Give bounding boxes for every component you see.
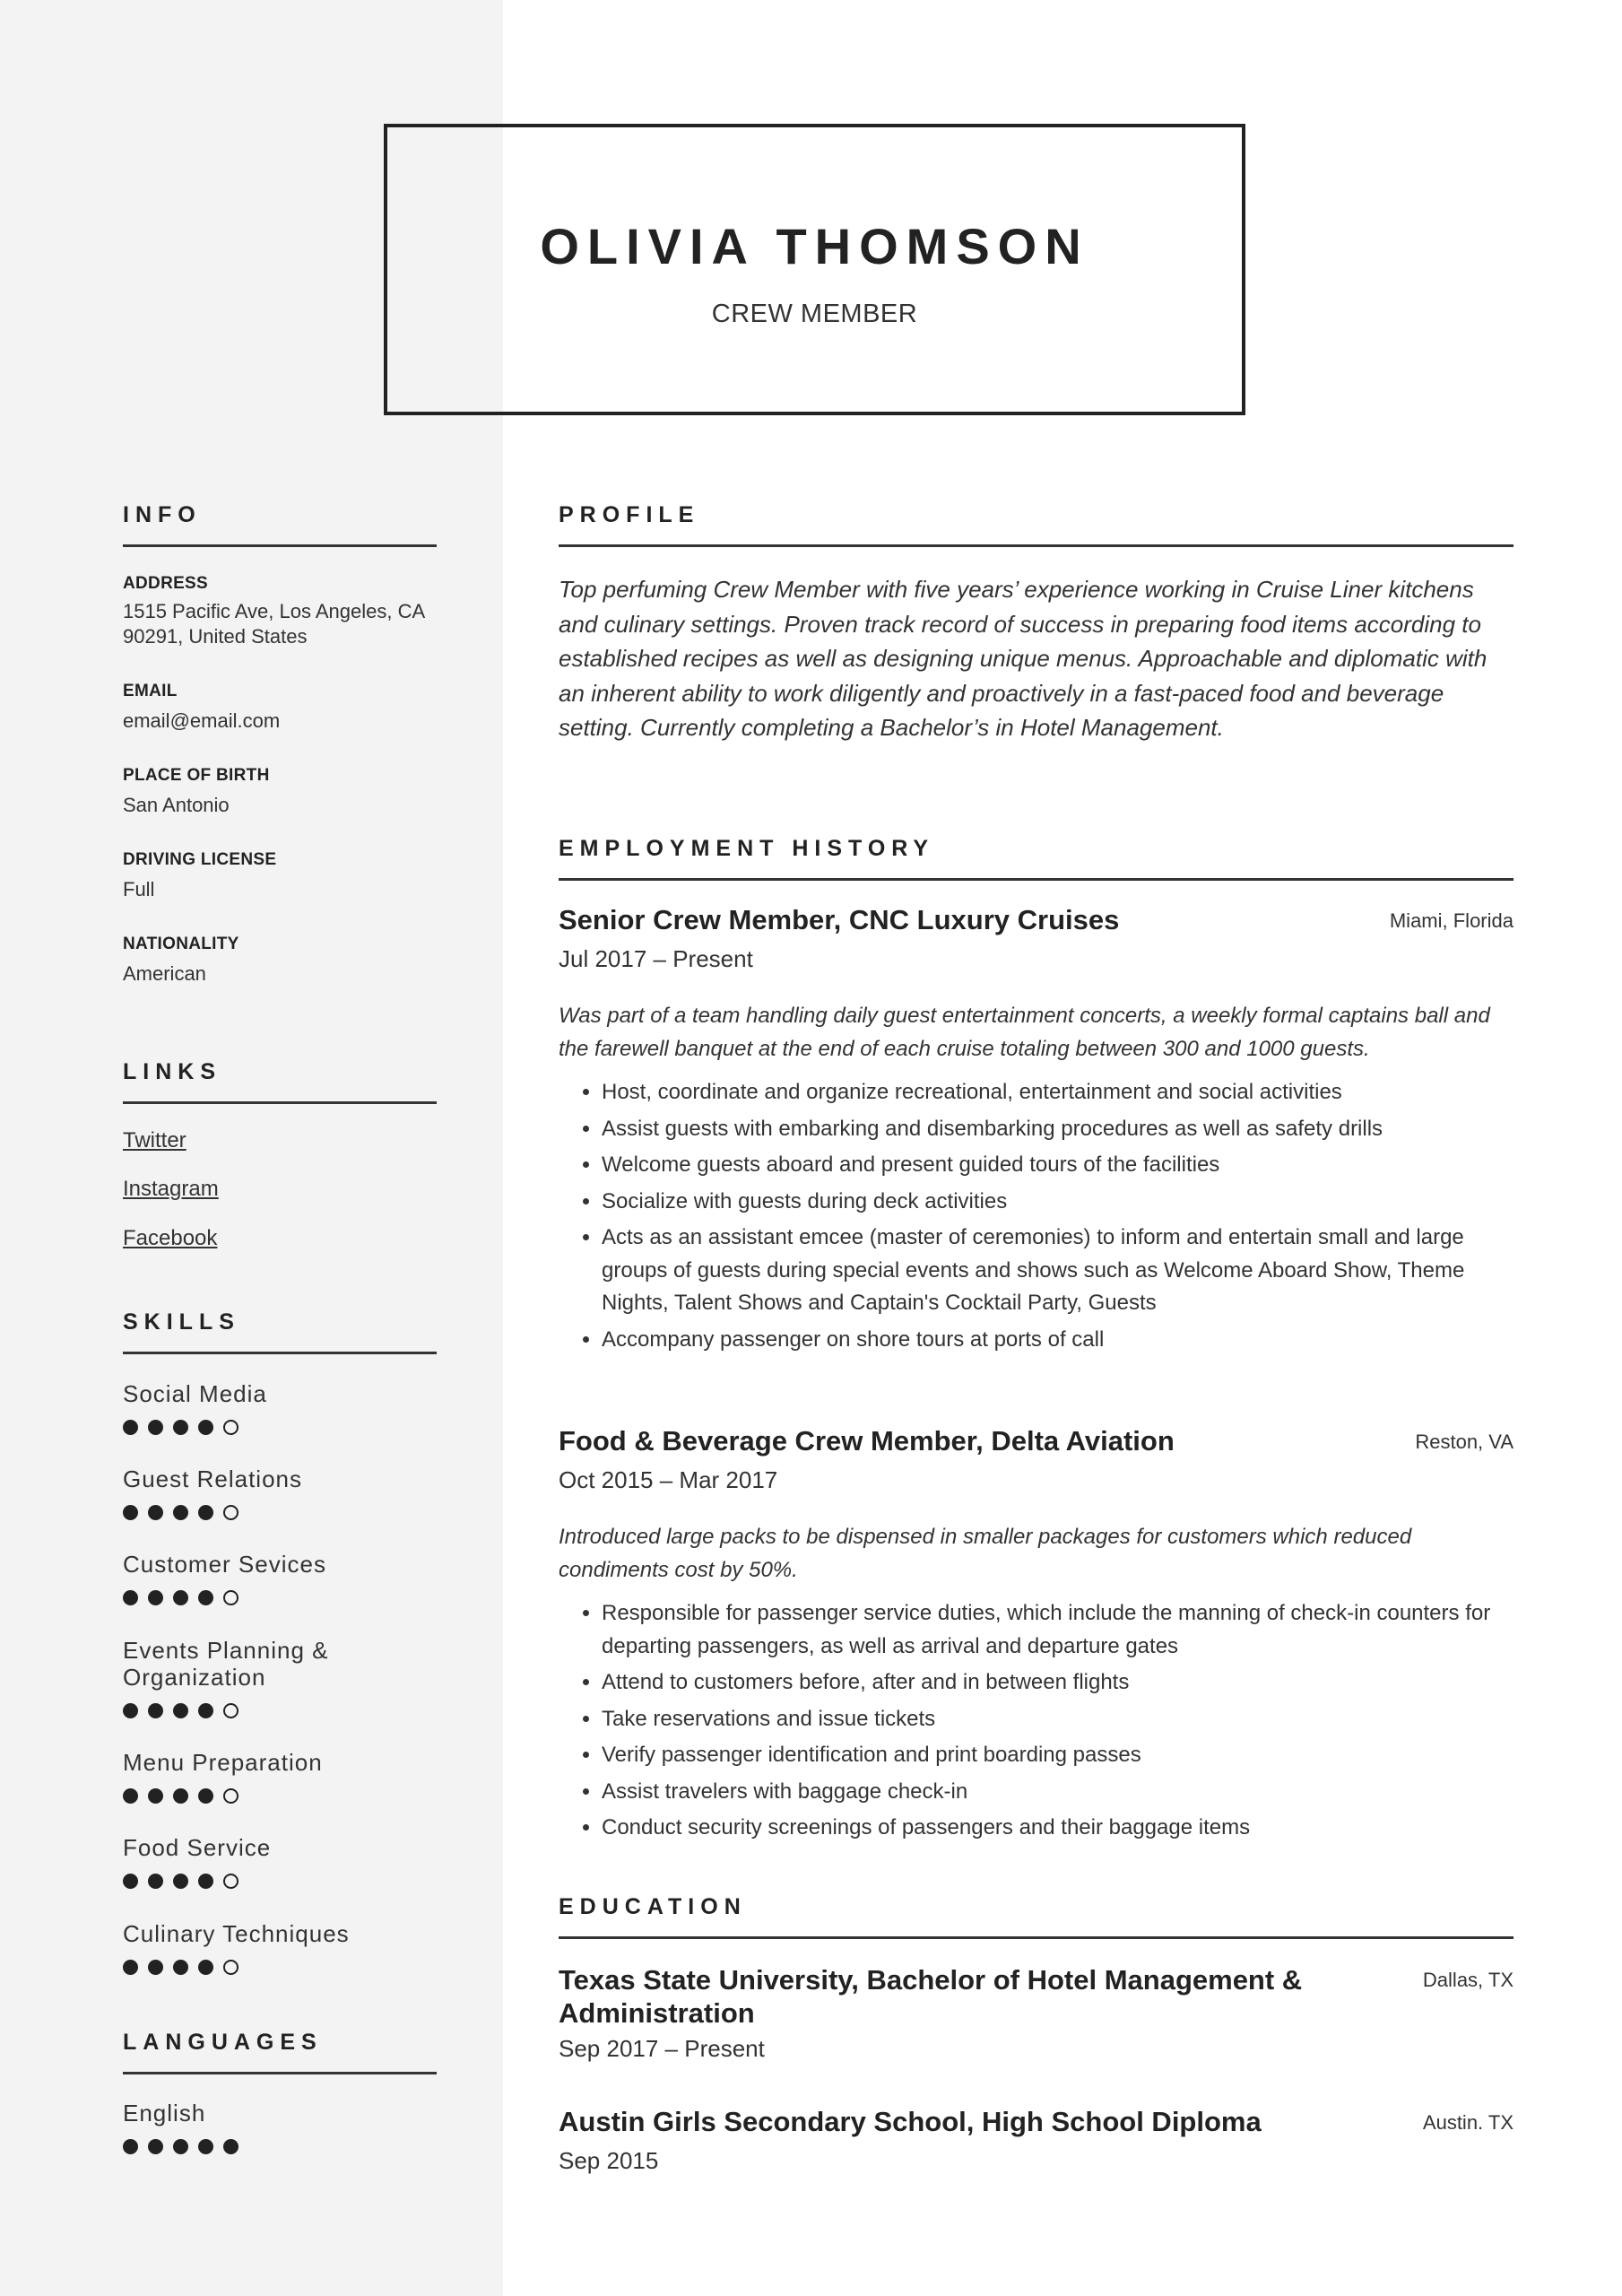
rating-dot-filled-icon <box>123 1590 138 1605</box>
links-section <box>123 1059 437 1250</box>
rating-dot-filled-icon <box>148 1590 163 1605</box>
skill-item <box>123 1834 392 1889</box>
skill-rating <box>123 1703 392 1718</box>
divider <box>559 1936 1514 1939</box>
rating-dot-filled-icon <box>198 1420 213 1435</box>
skill-name: Customer Sevices <box>123 1551 326 1578</box>
rating-dot-filled-icon <box>198 1788 213 1804</box>
info-address <box>123 574 437 649</box>
link-facebook[interactable]: Facebook <box>123 1226 218 1250</box>
skill-rating <box>123 1788 392 1804</box>
bullet-item: • Conduct security screenings of passengers and their baggage items <box>602 1812 1514 1845</box>
rating-dot-filled-icon <box>223 2139 239 2154</box>
job-location: Miami, Florida <box>1389 909 1514 932</box>
name-box <box>384 124 1245 415</box>
divider <box>123 1101 437 1104</box>
link-instagram[interactable]: Instagram <box>123 1177 219 1201</box>
bullet-item: • Assist guests with embarking and disembarking procedures as well as safety drills <box>602 1113 1514 1146</box>
info-email <box>123 682 437 734</box>
bullet-item: • Socialize with guests during deck activities <box>602 1186 1514 1219</box>
skill-name: Events Planning & Organization <box>123 1637 329 1691</box>
rating-dot-filled-icon <box>198 1960 213 1975</box>
job-title: Senior Crew Member, CNC Luxury Cruises <box>559 904 1120 935</box>
skill-rating <box>123 1505 392 1520</box>
job-bullets <box>559 1076 1514 1356</box>
rating-dot-filled-icon <box>148 1788 163 1804</box>
info-label: ADDRESS <box>123 574 209 593</box>
job-location: Reston, VA <box>1415 1431 1514 1453</box>
rating-dot-filled-icon <box>198 1874 213 1889</box>
rating-dot-filled-icon <box>148 1960 163 1975</box>
skill-item <box>123 1551 392 1605</box>
divider <box>123 544 437 547</box>
profile-section <box>559 502 1514 745</box>
info-value: 1515 Pacific Ave, Los Angeles, CA 90291, United States <box>123 600 426 648</box>
rating-dot-filled-icon <box>198 2139 213 2154</box>
education-heading: EDUCATION <box>559 1894 747 1919</box>
rating-dot-filled-icon <box>148 1505 163 1520</box>
job-role: CREW MEMBER <box>711 300 918 328</box>
divider <box>559 878 1514 881</box>
education-location: Dallas, TX <box>1422 1969 1514 1991</box>
job-entry <box>559 1425 1514 1848</box>
info-value: American <box>123 962 206 985</box>
rating-dot-filled-icon <box>198 1505 213 1520</box>
skill-name: Food Service <box>123 1834 272 1861</box>
skill-item <box>123 1465 392 1520</box>
rating-dot-filled-icon <box>148 1703 163 1718</box>
rating-dot-filled-icon <box>198 1703 213 1718</box>
rating-dot-empty-icon <box>223 1505 239 1520</box>
rating-dot-empty-icon <box>223 1590 239 1605</box>
info-driving-license <box>123 850 437 902</box>
rating-dot-empty-icon <box>223 1960 239 1975</box>
job-description: Was part of a team handling daily guest entertainment concerts, a weekly formal captains ball and the farewell banquet at the end of each cruise totaling between 300 and 1000 guests. <box>559 1004 1490 1061</box>
rating-dot-empty-icon <box>223 1703 239 1718</box>
rating-dot-empty-icon <box>223 1420 239 1435</box>
skill-item <box>123 1749 392 1804</box>
bullet-item: • Welcome guests aboard and present guided tours of the facilities <box>602 1149 1514 1182</box>
education-entry <box>559 1963 1514 2063</box>
rating-dot-empty-icon <box>223 1788 239 1804</box>
info-label: PLACE OF BIRTH <box>123 766 270 785</box>
job-dates: Oct 2015 – Mar 2017 <box>559 1466 778 1493</box>
rating-dot-filled-icon <box>198 1590 213 1605</box>
info-label: EMAIL <box>123 682 178 700</box>
education-location: Austin. TX <box>1422 2111 1514 2134</box>
rating-dot-filled-icon <box>123 1703 138 1718</box>
education-section <box>559 1894 1514 1939</box>
rating-dot-filled-icon <box>123 1788 138 1804</box>
rating-dot-filled-icon <box>123 1505 138 1520</box>
rating-dot-filled-icon <box>148 1420 163 1435</box>
language-name: English <box>123 2100 206 2126</box>
info-label: DRIVING LICENSE <box>123 850 277 869</box>
rating-dot-filled-icon <box>148 2139 163 2154</box>
languages-section <box>123 2030 437 2074</box>
rating-dot-filled-icon <box>123 2139 138 2154</box>
language-rating <box>123 2139 392 2154</box>
bullet-item: • Assist travelers with baggage check-in <box>602 1776 1514 1809</box>
info-section <box>123 502 437 987</box>
employment-section <box>559 836 1514 881</box>
info-nationality <box>123 935 437 987</box>
rating-dot-filled-icon <box>173 1788 188 1804</box>
rating-dot-filled-icon <box>173 1505 188 1520</box>
job-title: Food & Beverage Crew Member, Delta Aviation <box>559 1425 1175 1457</box>
rating-dot-filled-icon <box>123 1960 138 1975</box>
info-heading: INFO <box>123 502 202 527</box>
candidate-name: OLIVIA THOMSON <box>540 218 1089 274</box>
bullet-item: • Acts as an assistant emcee (master of ceremonies) to inform and entertain small and large groups of guests during special events and shows such as Welcome Aboard Show, Theme Nights, Talent Shows and Captain's Cocktail Party, Guests <box>602 1222 1514 1320</box>
skill-item <box>123 1920 392 1975</box>
education-entry <box>559 2106 1514 2175</box>
skill-item <box>123 1380 392 1435</box>
skills-heading: SKILLS <box>123 1309 240 1335</box>
rating-dot-empty-icon <box>223 1874 239 1889</box>
bullet-item: • Accompany passenger on shore tours at ports of call <box>602 1324 1514 1357</box>
bullet-item: • Take reservations and issue tickets <box>602 1703 1514 1736</box>
rating-dot-filled-icon <box>173 1703 188 1718</box>
divider <box>559 544 1514 547</box>
education-title: Texas State University, Bachelor of Hotel Management & Administration <box>559 1964 1303 2029</box>
languages-heading: LANGUAGES <box>123 2030 323 2055</box>
info-value: Full <box>123 878 155 900</box>
info-value: San Antonio <box>123 794 230 816</box>
links-heading: LINKS <box>123 1059 221 1084</box>
education-dates: Sep 2017 – Present <box>559 2035 765 2062</box>
info-value: email@email.com <box>123 709 281 732</box>
profile-text: Top perfuming Crew Member with five years’ experience working in Cruise Liner kitchens and culinary settings. Proven track record of success in preparing food items according to established recipes as well as designing unique menus. Approachable and diplomatic with an inherent ability to work diligently and proactively in a fast-paced food and beverage setting. Currently completing a Bachelor’s in Hotel Management. <box>559 576 1488 741</box>
bullet-item: • Host, coordinate and organize recreational, entertainment and social activities <box>602 1076 1514 1109</box>
skill-item <box>123 1637 392 1718</box>
rating-dot-filled-icon <box>173 1420 188 1435</box>
job-bullets <box>559 1597 1514 1845</box>
skill-name: Guest Relations <box>123 1465 302 1492</box>
skills-section <box>123 1309 437 1354</box>
divider <box>123 1352 437 1354</box>
bullet-item: • Responsible for passenger service duties, which include the manning of check-in counters for departing passengers, as well as arrival and departure gates <box>602 1597 1514 1663</box>
bullet-item: • Verify passenger identification and print boarding passes <box>602 1739 1514 1772</box>
skill-rating <box>123 1874 392 1889</box>
link-twitter[interactable]: Twitter <box>123 1128 186 1152</box>
rating-dot-filled-icon <box>148 1874 163 1889</box>
education-dates: Sep 2015 <box>559 2147 659 2174</box>
rating-dot-filled-icon <box>173 1590 188 1605</box>
job-entry <box>559 904 1514 1360</box>
job-dates: Jul 2017 – Present <box>559 945 753 972</box>
skill-rating <box>123 1590 392 1605</box>
skill-rating <box>123 1420 392 1435</box>
rating-dot-filled-icon <box>173 1960 188 1975</box>
info-label: NATIONALITY <box>123 935 239 953</box>
rating-dot-filled-icon <box>173 2139 188 2154</box>
divider <box>123 2072 437 2074</box>
employment-heading: EMPLOYMENT HISTORY <box>559 836 935 861</box>
skill-rating <box>123 1960 392 1975</box>
profile-heading: PROFILE <box>559 502 700 527</box>
language-item <box>123 2100 392 2154</box>
education-title: Austin Girls Secondary School, High School Diploma <box>559 2106 1262 2137</box>
rating-dot-filled-icon <box>123 1874 138 1889</box>
info-place-of-birth <box>123 766 437 818</box>
rating-dot-filled-icon <box>123 1420 138 1435</box>
bullet-item: • Attend to customers before, after and in between flights <box>602 1666 1514 1700</box>
rating-dot-filled-icon <box>173 1874 188 1889</box>
skill-name: Menu Preparation <box>123 1749 323 1776</box>
skill-name: Culinary Techniques <box>123 1920 350 1947</box>
job-description: Introduced large packs to be dispensed in smaller packages for customers which reduced condiments cost by 50%. <box>559 1525 1412 1582</box>
skill-name: Social Media <box>123 1380 267 1407</box>
